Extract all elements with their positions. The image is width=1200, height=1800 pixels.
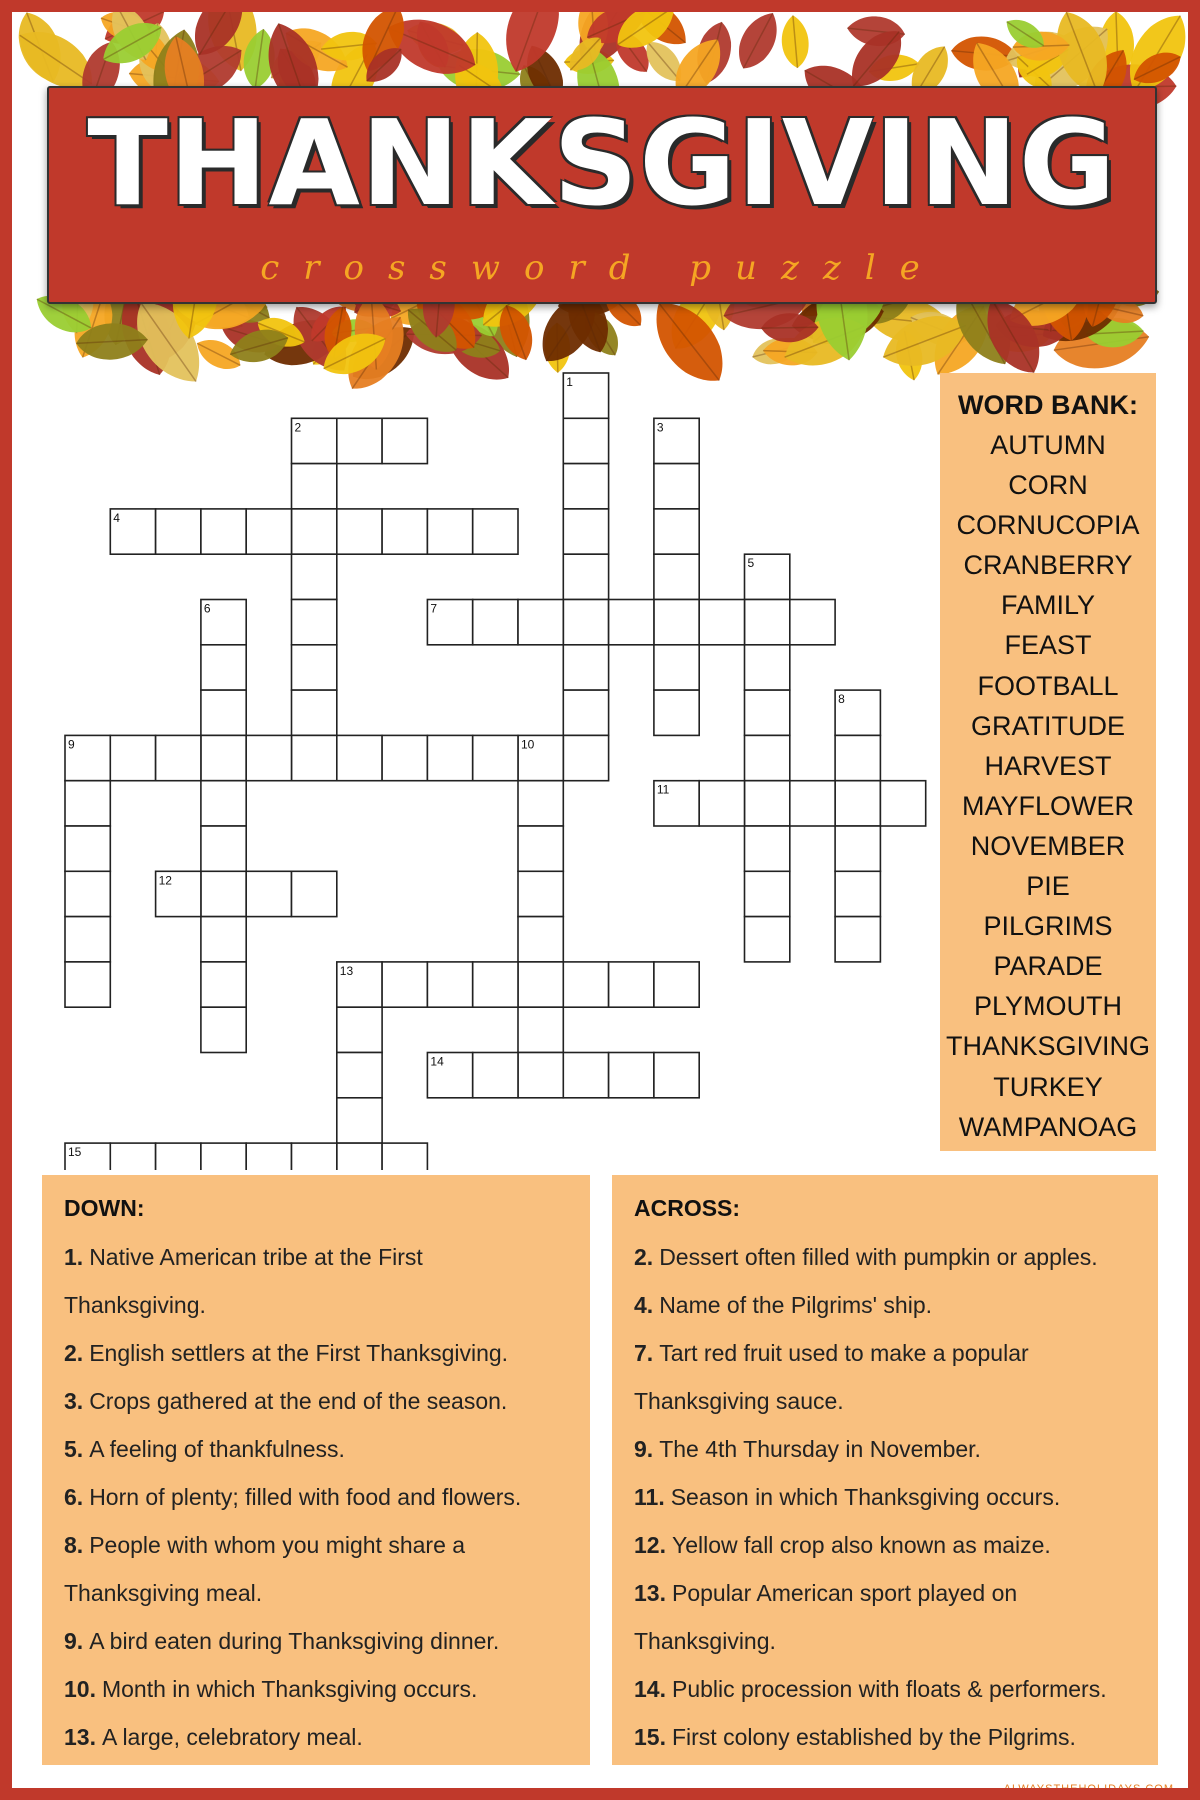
crossword-cell[interactable] xyxy=(292,464,337,509)
clue-number: 11. xyxy=(634,1484,665,1510)
crossword-cell[interactable] xyxy=(654,645,699,690)
word-bank-list xyxy=(940,425,1156,1147)
clue-number: 9. xyxy=(64,1628,84,1654)
crossword-cell[interactable] xyxy=(745,690,790,735)
crossword-cell[interactable] xyxy=(518,781,563,826)
crossword-cell[interactable] xyxy=(110,1143,155,1170)
word-bank-item: HARVEST xyxy=(984,750,1112,781)
page-subtitle: crossword puzzle xyxy=(260,248,944,288)
crossword-cell[interactable] xyxy=(518,962,563,1007)
crossword-cell[interactable] xyxy=(427,735,472,780)
crossword-cell[interactable] xyxy=(609,1053,654,1098)
crossword-cell[interactable] xyxy=(292,690,337,735)
crossword-cell[interactable] xyxy=(201,871,246,916)
crossword-cell[interactable] xyxy=(337,418,382,463)
word-bank-item: FEAST xyxy=(1004,630,1092,661)
crossword-cell[interactable] xyxy=(518,1007,563,1052)
crossword-cell[interactable] xyxy=(292,645,337,690)
crossword-cell[interactable] xyxy=(337,1053,382,1098)
down-clue xyxy=(64,1617,578,1665)
clue-text: A large, celebratory meal. xyxy=(101,1724,363,1750)
crossword-cell[interactable] xyxy=(563,464,608,509)
crossword-cell[interactable] xyxy=(563,962,608,1007)
clue-number: 12. xyxy=(634,1532,666,1558)
word-bank-item: TURKEY xyxy=(993,1071,1103,1102)
crossword-cell[interactable] xyxy=(65,917,110,962)
crossword-cell[interactable] xyxy=(745,645,790,690)
cell-number: 3 xyxy=(656,420,664,435)
crossword-cell[interactable] xyxy=(382,418,427,463)
crossword-cell[interactable] xyxy=(654,690,699,735)
crossword-cell[interactable] xyxy=(835,826,880,871)
down-clue xyxy=(64,1713,578,1761)
crossword-cell[interactable] xyxy=(427,962,472,1007)
crossword-cell[interactable] xyxy=(654,509,699,554)
crossword-cell[interactable] xyxy=(156,1143,201,1170)
word-bank-item: THANKSGIVING xyxy=(945,1031,1151,1062)
crossword-cell[interactable] xyxy=(65,781,110,826)
crossword-cell[interactable] xyxy=(518,871,563,916)
clue-number: 15. xyxy=(634,1724,666,1750)
word-bank-title: WORD BANK: xyxy=(958,390,1138,420)
crossword-cell[interactable] xyxy=(835,917,880,962)
clue-number: 2. xyxy=(64,1340,84,1366)
crossword-cell[interactable] xyxy=(654,554,699,599)
crossword-cell[interactable] xyxy=(745,917,790,962)
word-bank-item: NOVEMBER xyxy=(970,830,1126,861)
clue-text: Yellow fall crop also known as maize. xyxy=(671,1532,1051,1558)
crossword-cell[interactable] xyxy=(790,600,835,645)
cell-number: 2 xyxy=(294,420,302,435)
word-bank-item: MAYFLOWER xyxy=(961,790,1134,821)
crossword-cell[interactable] xyxy=(292,554,337,599)
across-clues-panel xyxy=(612,1175,1158,1765)
crossword-cell[interactable] xyxy=(156,735,201,780)
word-bank-item: PARADE xyxy=(993,951,1103,982)
clue-text: Thanksgiving meal. xyxy=(64,1580,263,1606)
across-clue xyxy=(634,1713,1146,1761)
crossword-cell[interactable] xyxy=(609,962,654,1007)
across-clue xyxy=(634,1473,1146,1521)
word-bank-item: PLYMOUTH xyxy=(973,991,1122,1022)
clue-text: Tart red fruit used to make a popular xyxy=(659,1340,1029,1366)
crossword-cell[interactable] xyxy=(65,871,110,916)
crossword-cell[interactable] xyxy=(563,600,608,645)
across-clues-list xyxy=(634,1233,1146,1761)
crossword-cell[interactable] xyxy=(246,1143,291,1170)
down-clue xyxy=(64,1377,578,1425)
crossword-cell[interactable] xyxy=(835,871,880,916)
cell-number: 4 xyxy=(113,510,120,525)
crossword-cell[interactable] xyxy=(609,600,654,645)
crossword-cell[interactable] xyxy=(518,917,563,962)
word-bank-item: CORNUCOPIA xyxy=(956,510,1140,541)
crossword-cell[interactable] xyxy=(745,735,790,780)
cell-number: 10 xyxy=(521,737,535,752)
crossword-cell[interactable] xyxy=(201,1007,246,1052)
down-clues-panel xyxy=(42,1175,590,1765)
crossword-cell[interactable] xyxy=(201,781,246,826)
crossword-cell[interactable] xyxy=(382,962,427,1007)
crossword-cell[interactable] xyxy=(201,690,246,735)
clue-number: 4. xyxy=(634,1292,654,1318)
across-clue xyxy=(634,1617,1146,1665)
crossword-cell[interactable] xyxy=(563,735,608,780)
crossword-cell[interactable] xyxy=(563,554,608,599)
clue-number: 10. xyxy=(64,1676,96,1702)
crossword-cell[interactable] xyxy=(337,1098,382,1143)
cell-number: 12 xyxy=(158,873,172,888)
word-bank-item: FAMILY xyxy=(1000,590,1096,621)
clue-text: A feeling of thankfulness. xyxy=(89,1436,345,1462)
clue-text: Public procession with floats & performers. xyxy=(671,1676,1107,1702)
word-bank-item: GRATITUDE xyxy=(971,710,1125,741)
clue-text: A bird eaten during Thanksgiving dinner. xyxy=(89,1628,500,1654)
crossword-cell[interactable] xyxy=(382,1143,427,1170)
cell-number: 7 xyxy=(430,601,438,616)
crossword-cell[interactable] xyxy=(563,418,608,463)
crossword-cell[interactable] xyxy=(654,600,699,645)
crossword-cell[interactable] xyxy=(518,1053,563,1098)
page-title: THANKSGIVING xyxy=(87,94,1117,232)
across-clue xyxy=(634,1377,1146,1425)
crossword-cell[interactable] xyxy=(337,1007,382,1052)
down-clue xyxy=(64,1425,578,1473)
down-clue xyxy=(64,1521,578,1569)
site-credit: ALWAYSTHEHOLIDAYS.COM xyxy=(1003,1783,1174,1795)
clue-text: Dessert often filled with pumpkin or apples. xyxy=(659,1244,1098,1270)
across-clue xyxy=(634,1521,1146,1569)
crossword-cell[interactable] xyxy=(292,600,337,645)
down-clues-list xyxy=(64,1233,578,1761)
crossword-cell[interactable] xyxy=(473,962,518,1007)
clue-text: Thanksgiving. xyxy=(634,1628,776,1654)
crossword-cell[interactable] xyxy=(835,735,880,780)
crossword-cell[interactable] xyxy=(246,735,291,780)
clue-text: Month in which Thanksgiving occurs. xyxy=(101,1676,478,1702)
clue-text: English settlers at the First Thanksgiving. xyxy=(89,1340,509,1366)
crossword-cell[interactable] xyxy=(654,962,699,1007)
across-clues-title: ACROSS: xyxy=(634,1195,741,1221)
clue-number: 13. xyxy=(64,1724,96,1750)
clue-text: Native American tribe at the First xyxy=(89,1244,423,1270)
down-clue xyxy=(64,1329,578,1377)
cell-number: 13 xyxy=(339,963,354,978)
down-clues-title: DOWN: xyxy=(64,1195,145,1221)
crossword-cell[interactable] xyxy=(65,962,110,1007)
crossword-cell[interactable] xyxy=(563,1053,608,1098)
crossword-cell[interactable] xyxy=(745,600,790,645)
crossword-cell[interactable] xyxy=(745,826,790,871)
crossword-cell[interactable] xyxy=(201,1143,246,1170)
word-bank-item: CORN xyxy=(1008,470,1088,501)
crossword-cell[interactable] xyxy=(654,1053,699,1098)
crossword-cell[interactable] xyxy=(292,1143,337,1170)
across-clue xyxy=(634,1425,1146,1473)
word-bank-item: CRANBERRY xyxy=(963,550,1133,581)
crossword-cell[interactable] xyxy=(156,509,201,554)
down-clue xyxy=(64,1569,578,1617)
clue-number: 7. xyxy=(634,1340,654,1366)
crossword-cell[interactable] xyxy=(201,826,246,871)
crossword-cell[interactable] xyxy=(473,735,518,780)
crossword-cell[interactable] xyxy=(473,509,518,554)
clue-text: Season in which Thanksgiving occurs. xyxy=(670,1484,1061,1510)
down-clue xyxy=(64,1473,578,1521)
clue-text: Name of the Pilgrims' ship. xyxy=(659,1292,933,1318)
crossword-cell[interactable] xyxy=(337,509,382,554)
clue-number: 3. xyxy=(64,1388,84,1414)
crossword-cell[interactable] xyxy=(880,781,925,826)
crossword-cell[interactable] xyxy=(382,735,427,780)
down-clue xyxy=(64,1665,578,1713)
crossword-cell[interactable] xyxy=(654,464,699,509)
word-bank xyxy=(940,373,1156,1151)
crossword-cell[interactable] xyxy=(201,645,246,690)
clue-text: Horn of plenty; filled with food and flowers. xyxy=(89,1484,522,1510)
crossword-cell[interactable] xyxy=(201,917,246,962)
cell-number: 11 xyxy=(656,782,670,797)
down-clue xyxy=(64,1233,578,1281)
crossword-cell[interactable] xyxy=(563,509,608,554)
crossword-cell[interactable] xyxy=(745,871,790,916)
across-clue xyxy=(634,1281,1146,1329)
crossword-cell[interactable] xyxy=(292,735,337,780)
word-bank-item: FOOTBALL xyxy=(977,670,1119,701)
across-clue xyxy=(634,1569,1146,1617)
crossword-cell[interactable] xyxy=(246,871,291,916)
crossword-cell[interactable] xyxy=(201,735,246,780)
clue-text: The 4th Thursday in November. xyxy=(659,1436,981,1462)
word-bank-item: AUTUMN xyxy=(990,430,1106,460)
clue-number: 13. xyxy=(634,1580,666,1606)
crossword-cell[interactable] xyxy=(790,781,835,826)
across-clue xyxy=(634,1329,1146,1377)
clue-text: People with whom you might share a xyxy=(89,1532,466,1558)
crossword-cell[interactable] xyxy=(563,645,608,690)
clue-text: Crops gathered at the end of the season. xyxy=(89,1388,508,1414)
crossword-cell[interactable] xyxy=(518,826,563,871)
cell-number: 8 xyxy=(838,692,845,707)
clue-text: First colony established by the Pilgrims. xyxy=(671,1724,1076,1750)
crossword-cell[interactable] xyxy=(337,1143,382,1170)
clue-number: 1. xyxy=(64,1244,84,1270)
across-clue xyxy=(634,1233,1146,1281)
clue-number: 5. xyxy=(64,1436,84,1462)
clue-number: 6. xyxy=(64,1484,84,1510)
crossword-cell[interactable] xyxy=(745,781,790,826)
cell-number: 14 xyxy=(430,1054,444,1069)
crossword-cell[interactable] xyxy=(292,509,337,554)
word-bank-item: WAMPANOAG xyxy=(958,1111,1138,1142)
crossword-cell[interactable] xyxy=(563,690,608,735)
crossword-cell[interactable] xyxy=(292,871,337,916)
crossword-cell[interactable] xyxy=(427,509,472,554)
cell-number: 6 xyxy=(203,601,211,616)
clue-number: 14. xyxy=(634,1676,666,1702)
clue-number: 9. xyxy=(634,1436,654,1462)
crossword-cell[interactable] xyxy=(835,781,880,826)
crossword-cell[interactable] xyxy=(473,1053,518,1098)
crossword-cell[interactable] xyxy=(65,826,110,871)
crossword-cell[interactable] xyxy=(473,600,518,645)
cell-number: 5 xyxy=(747,556,755,571)
clue-number: 2. xyxy=(634,1244,654,1270)
crossword-cell[interactable] xyxy=(201,962,246,1007)
crossword-cell[interactable] xyxy=(337,735,382,780)
clue-text: Thanksgiving. xyxy=(64,1292,206,1318)
cell-number: 1 xyxy=(566,375,573,389)
crossword-cell[interactable] xyxy=(699,781,744,826)
cell-number: 15 xyxy=(68,1145,82,1160)
cell-number: 9 xyxy=(68,737,75,752)
clue-text: Thanksgiving sauce. xyxy=(634,1388,844,1414)
crossword-cell[interactable] xyxy=(110,735,155,780)
down-clue xyxy=(64,1281,578,1329)
word-bank-item: PILGRIMS xyxy=(983,911,1113,942)
crossword-cell[interactable] xyxy=(201,509,246,554)
crossword-cell[interactable] xyxy=(518,600,563,645)
crossword-cell[interactable] xyxy=(382,509,427,554)
word-bank-item: PIE xyxy=(1026,871,1070,902)
clue-text: Popular American sport played on xyxy=(671,1580,1018,1606)
across-clue xyxy=(634,1665,1146,1713)
clue-number: 8. xyxy=(64,1532,84,1558)
crossword-cell[interactable] xyxy=(699,600,744,645)
crossword-cell[interactable] xyxy=(246,509,291,554)
